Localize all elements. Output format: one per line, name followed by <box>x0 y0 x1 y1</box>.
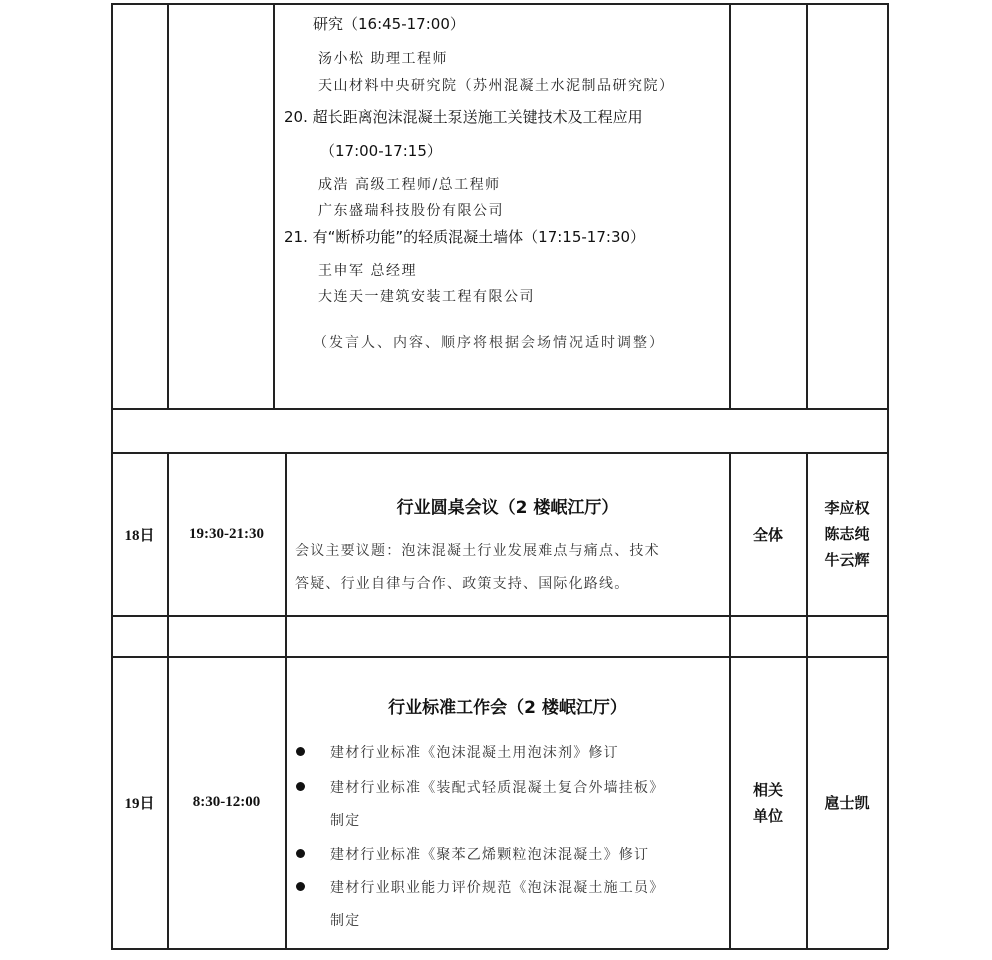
participants-label: 相关 <box>752 780 783 799</box>
standard-item-continuation: 制定 <box>330 913 361 929</box>
session-description-line2: 答疑、行业自律与合作、政策支持、国际化路线。 <box>295 576 630 592</box>
participants-label: 全体 <box>752 525 783 544</box>
host-name: 扈士凯 <box>824 794 870 812</box>
bullet-icon <box>296 747 305 756</box>
col-divider <box>167 3 169 408</box>
item19-title-tail: 研究（16:45-17:00） <box>313 15 465 33</box>
standard-item: 建材行业标准《泡沫混凝土用泡沫剂》修订 <box>330 745 619 761</box>
item21-organization: 大连天一建筑安装工程有限公司 <box>318 289 535 305</box>
schedule-note: （发言人、内容、顺序将根据会场情况适时调整） <box>313 335 665 351</box>
host-name: 陈志纯 <box>824 525 870 543</box>
hosts-cell <box>807 453 887 615</box>
participants-cell <box>730 657 806 948</box>
time-label: 8:30-12:00 <box>192 794 261 810</box>
col-divider <box>806 3 808 408</box>
bullet-icon <box>296 849 305 858</box>
row-divider <box>111 615 888 617</box>
session-description-line1: 会议主要议题：泡沫混凝土行业发展难点与痛点、技术 <box>295 543 660 559</box>
time-label: 19:30-21:30 <box>189 525 264 542</box>
item20-title: 20. 超长距离泡沫混凝土泵送施工关键技术及工程应用 <box>284 108 643 126</box>
session-title: 行业标准工作会（2 楼岷江厅） <box>388 698 627 718</box>
item19-organization: 天山材料中央研究院（苏州混凝土水泥制品研究院） <box>318 78 675 94</box>
row-divider <box>111 408 888 410</box>
time-cell <box>168 453 285 615</box>
standard-item: 建材行业职业能力评价规范《泡沫混凝土施工员》 <box>330 880 665 896</box>
item21-speaker: 王申军 总经理 <box>318 263 417 279</box>
col-divider <box>273 3 275 408</box>
participants-cell <box>730 453 806 615</box>
session-title: 行业圆桌会议（2 楼岷江厅） <box>396 498 619 518</box>
item20-time: （17:00-17:15） <box>320 142 442 160</box>
host-name: 李应权 <box>824 499 870 517</box>
date-label: 19日 <box>124 796 155 812</box>
table-border-right <box>887 3 889 949</box>
item21-title: 21. 有“断桥功能”的轻质混凝土墙体（17:15-17:30） <box>284 228 646 246</box>
time-cell <box>168 657 285 948</box>
standard-item: 建材行业标准《装配式轻质混凝土复合外墙挂板》 <box>330 780 665 796</box>
standard-item: 建材行业标准《聚苯乙烯颗粒泡沫混凝土》修订 <box>330 847 650 863</box>
host-name: 牛云辉 <box>824 551 870 569</box>
item19-speaker: 汤小松 助理工程师 <box>318 51 448 67</box>
hosts-cell <box>807 657 887 948</box>
table-border-top <box>111 3 888 5</box>
date-label: 18日 <box>124 527 155 544</box>
table-border-bottom <box>111 948 888 950</box>
date-cell <box>112 453 167 615</box>
item20-organization: 广东盛瑞科技股份有限公司 <box>318 203 504 219</box>
participants-label: 单位 <box>752 806 783 825</box>
item20-speaker: 成浩 高级工程师/总工程师 <box>318 177 501 193</box>
standard-item-continuation: 制定 <box>330 813 361 829</box>
date-cell <box>112 657 167 948</box>
bullet-icon <box>296 882 305 891</box>
col-divider <box>729 3 731 408</box>
bullet-icon <box>296 782 305 791</box>
